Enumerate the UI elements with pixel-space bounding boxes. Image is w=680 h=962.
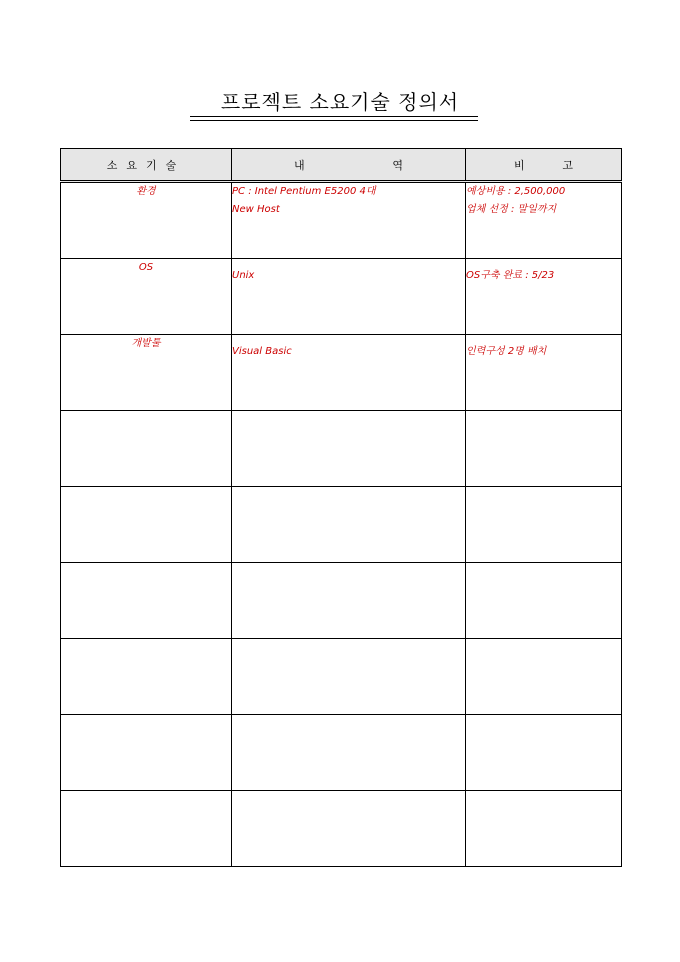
cell-tech-empty[interactable] <box>61 639 232 715</box>
cell-details-line: New Host <box>232 204 280 215</box>
table-header-row <box>61 149 622 182</box>
cell-details-empty[interactable] <box>232 791 466 867</box>
cell-details-line: Visual Basic <box>232 346 292 357</box>
table-row <box>61 182 622 259</box>
header-details <box>232 149 466 182</box>
cell-tech-empty[interactable] <box>61 411 232 487</box>
title-underline-top <box>190 116 478 117</box>
cell-details-empty[interactable] <box>232 639 466 715</box>
header-details-char-1: 내 <box>294 158 305 172</box>
table-row <box>61 259 622 335</box>
cell-details[interactable] <box>232 259 466 335</box>
cell-tech-empty[interactable] <box>61 715 232 791</box>
cell-note-empty[interactable] <box>466 791 622 867</box>
header-note <box>466 149 622 182</box>
header-note-char-2: 고 <box>562 158 573 172</box>
cell-note-empty[interactable] <box>466 715 622 791</box>
cell-details-empty[interactable] <box>232 715 466 791</box>
cell-details[interactable] <box>232 182 466 259</box>
header-tech: 소요기술 <box>61 149 232 182</box>
cell-note-line: 예상비용 : 2,500,000 <box>466 186 566 197</box>
cell-note-line: OS구축 완료 : 5/23 <box>466 270 555 281</box>
cell-note-empty[interactable] <box>466 639 622 715</box>
cell-note-line: 인력구성 2명 배치 <box>466 346 547 357</box>
table-row-empty <box>61 639 622 715</box>
table-row <box>61 335 622 411</box>
cell-note-empty[interactable] <box>466 411 622 487</box>
cell-tech[interactable]: OS <box>61 259 232 335</box>
cell-tech[interactable]: 환경 <box>61 182 232 259</box>
cell-tech-empty[interactable] <box>61 791 232 867</box>
cell-details-line: Unix <box>232 270 255 281</box>
table-row-empty <box>61 563 622 639</box>
cell-details-line: PC : Intel Pentium E5200 4대 <box>232 186 376 197</box>
cell-details-empty[interactable] <box>232 487 466 563</box>
document-title: 프로젝트 소요기술 정의서 <box>220 90 460 114</box>
tech-definition-table <box>60 148 622 867</box>
cell-note-line: 업체 선정 : 말일까지 <box>466 204 557 215</box>
header-details-char-2: 역 <box>392 158 403 172</box>
cell-tech-empty[interactable] <box>61 563 232 639</box>
cell-note[interactable] <box>466 182 622 259</box>
cell-note-empty[interactable] <box>466 563 622 639</box>
table-row-empty <box>61 791 622 867</box>
title-underline-bottom <box>190 120 478 121</box>
cell-details-empty[interactable] <box>232 563 466 639</box>
cell-note[interactable] <box>466 335 622 411</box>
cell-tech-empty[interactable] <box>61 487 232 563</box>
table-row-empty <box>61 715 622 791</box>
cell-details[interactable] <box>232 335 466 411</box>
cell-note[interactable] <box>466 259 622 335</box>
table-row-empty <box>61 411 622 487</box>
table-row-empty <box>61 487 622 563</box>
cell-details-empty[interactable] <box>232 411 466 487</box>
cell-tech[interactable]: 개발툴 <box>61 335 232 411</box>
header-note-char-1: 비 <box>514 158 525 172</box>
cell-note-empty[interactable] <box>466 487 622 563</box>
